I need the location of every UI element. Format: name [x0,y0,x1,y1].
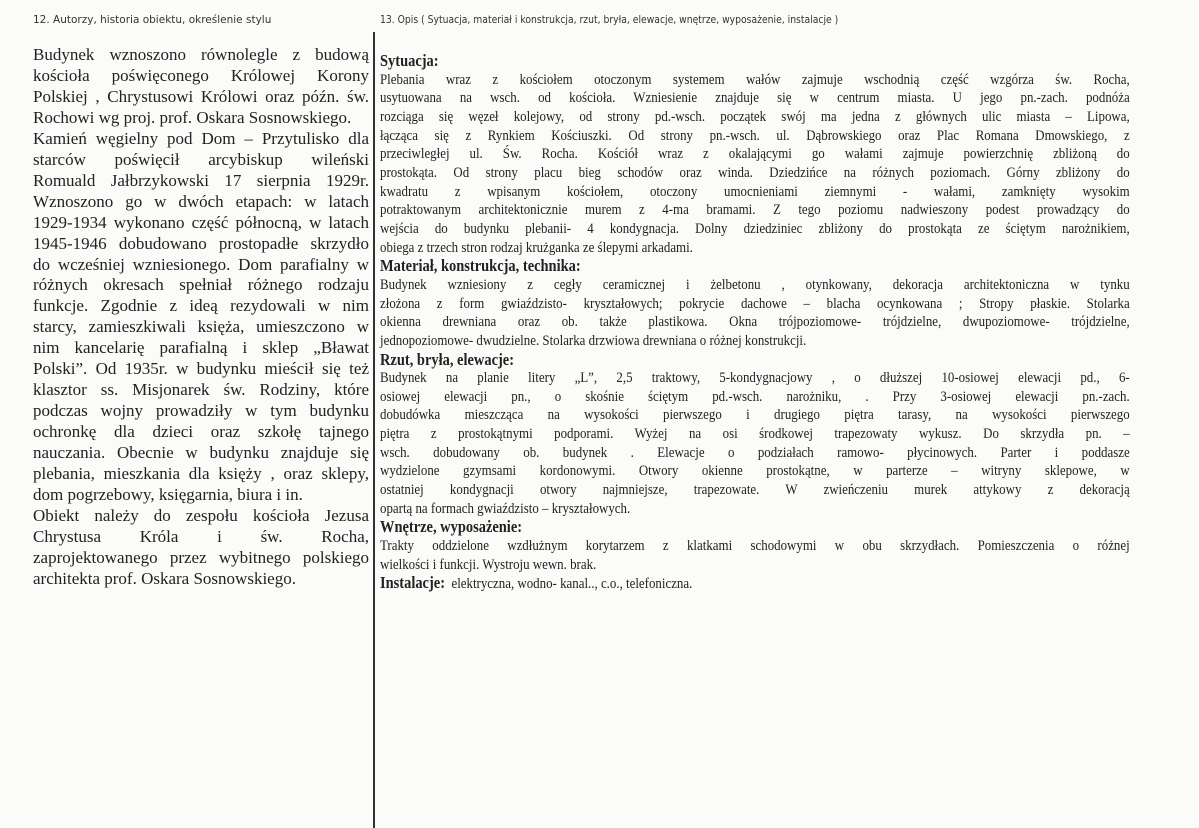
section-heading: Wnętrze, wyposażenie: [380,517,523,537]
text-line: osiowej elewacji pn., o skośnie ściętym pd.-wsch. narożniku, . Przy 3-osiowej elewacji pn.-zach. [380,387,1130,405]
text-line: wejścia do budynku plebanii- 4 kondygnacja. Dolny dziedziniec zbliżony do prostokąta ze ściętym narożnikiem, [380,219,1130,237]
text-line: starcy, zamieszkiwali księża, umieszczono w [33,317,369,337]
text-line: starców poświęcił arcybiskup wileński [33,149,369,169]
text-line: okienna drewniana oraz ob. także plastikowa. Okna trójpoziomowe- trójdzielne, dwupoziomowe- trójdzielne, [380,313,1130,331]
text-line: funkcje. Zgodnie z ideą rezydowali w nim [33,296,369,316]
text-line: Wznoszono go w dwóch etapach: w latach [33,191,369,211]
text-line: Polski”. Od 1935r. w budynku mieścił się też [33,359,369,379]
text-line: dom pogrzebowy, księgarnia, biura i in. [33,485,303,505]
text-line: Budynek na planie litery „L”, 2,5 traktowy, 5-kondygnacjowy , o dłuższej 10-osiowej elewacji pd., 6- [380,369,1130,387]
text-line: podczas wojny prowadziły w tym budynku [33,401,369,421]
text-line: prostokąta. Od strony placu bieg schodów oraz winda. Dziedzińce na różnych poziomach. Górny zbliżony do [380,163,1130,181]
text-line: Rochowi wg proj. prof. Oskara Sosnowskiego. [33,107,352,127]
history-text [33,45,369,590]
section-12-header: 12. Autorzy, historia obiektu, określenie stylu [33,14,272,26]
text-line: złożona z form gwiaździsto- kryształowych; pokrycie dachowe – blacha ocynkowana ; Stropy płaskie. Stolarka [380,294,1130,312]
text-line: Obiekt należy do zespołu kościoła Jezusa [33,505,369,525]
text-line: plebania, mieszkania dla księży , oraz sklepy, [33,464,369,484]
section-heading: Sytuacja: [380,51,439,70]
text-line: 1945-1946 dobudowano prostopadłe skrzydło [33,233,369,253]
text-line: klasztor ss. Misjonarek św. Rodziny, które [33,380,369,400]
text-line: potraktowanym architektonicznie murem z 4-ma bramami. Z tego poziomu nadwieszony podest prowadzący do [380,201,1130,219]
text-line: Romuald Jałbrzykowski 17 sierpnia 1929r. [33,170,369,190]
text-line: kościoła poświęconego Królowej Korony [33,65,369,85]
text-line: kwadratu z wpisanym kościołem, otoczony umocnieniami ziemnymi - wałami, zamknięty wysokim [380,182,1130,200]
text-line: przeciwległej ul. Św. Rocha. Kościół wraz z okalającymi go wałami zajmuje powierzchnię zbliżoną do [380,145,1130,163]
text-line: nauczania. Obecnie w budynku znajduje się [33,443,369,463]
text-line: Trakty oddzielone wzdłużnym korytarzem z klatkami schodowymi w obu skrzydłach. Pomieszczenia o różnej [380,537,1130,555]
text-line: obiega z trzech stron rodzaj krużganka ze ślepymi arkadami. [380,238,693,256]
text-line: do wcześniej wzniesionego. Dom parafialny w [33,254,369,274]
text-line: różnych okresach spełniał różnego rodzaju [33,275,369,295]
text-line: architekta prof. Oskara Sosnowskiego. [33,568,296,588]
installations-text: elektryczna, wodno- kanal.., c.o., telefoniczna. [451,575,693,593]
column-divider [373,32,375,828]
text-line: opartą na formach gwiaździsto – kryształowych. [380,499,631,517]
text-line: Chrystusa Króla i św. Rocha, [33,526,369,546]
text-line: Kamień węgielny pod Dom – Przytulisko dla [33,128,369,148]
text-line: 1929-1934 wykonano część północną, w latach [33,212,369,232]
installations-label: Instalacje: [380,573,446,593]
text-line: nim kancelarię parafialną i sklep „Bławat [33,338,369,358]
text-line: ochronkę dla dzieci oraz szkołę tajnego [33,422,369,442]
section-heading: Rzut, bryła, elewacje: [380,349,515,369]
text-line: Budynek wzniesiony z cegły ceramicznej i żelbetonu , otynkowany, dekoracja architektoniczna w tynku [380,275,1130,293]
description-text [380,52,1130,594]
text-line: wydzielone gzymsami kordonowymi. Otwory okienne prostokątne, w parterze – witryny sklepowe, w [380,462,1130,480]
text-line: Budynek wznoszono równolegle z budową [33,45,369,64]
text-line: zaprojektowanego przez wybitnego polskiego [33,547,369,567]
section-heading: Materiał, konstrukcja, technika: [380,256,581,276]
text-line: piętra z prostokątnymi podporami. Wyżej na osi środkowej trapezowaty wykusz. Do skrzydła pn. – [380,425,1130,443]
installations-line [380,574,1130,594]
text-line: rozciąga się węzeł kolejowy, od strony pd.-wsch. początek swój ma jedna z głównych ulic miasta – Lipowa, [380,107,1130,125]
text-line: dobudówka mieszcząca na wysokości pierwszego i drugiego piętra tarasy, na wysokości pierwszego [380,406,1130,424]
section-13-header: 13. Opis ( Sytuacja, materiał i konstrukcja, rzut, bryła, elewacje, wnętrze, wyposażenie, instalacje ) [380,14,839,26]
text-line: jednopoziomowe- dwudzielne. Stolarka drzwiowa drewniana o różnej konstrukcji. [380,331,807,349]
text-line: Polskiej , Chrystusowi Królowi oraz późn. św. [33,86,369,106]
text-line: wsch. dobudowany ob. budynek . Elewacje o podziałach ramowo- płycinowych. Parter i poddasze [380,443,1130,461]
text-line: wielkości i funkcji. Wystroju wewn. brak. [380,555,597,573]
text-line: usytuowana na wsch. od kościoła. Wzniesienie znajduje się w centrum miasta. U jego pn.-zach. podnóża [380,89,1130,107]
text-line: łącząca się z Rynkiem Kościuszki. Od strony pn.-wsch. ul. Dąbrowskiego oraz Plac Romana Dmowskiego, z [380,126,1130,144]
text-line: Plebania wraz z kościołem otoczonym systemem wałów zajmuje wschodnią część wzgórza św. Rocha, [380,70,1130,88]
text-line: ostatniej kondygnacji otwory najmniejsze, trapezowate. W zwieńczeniu murek attykowy z dekoracją [380,481,1130,499]
